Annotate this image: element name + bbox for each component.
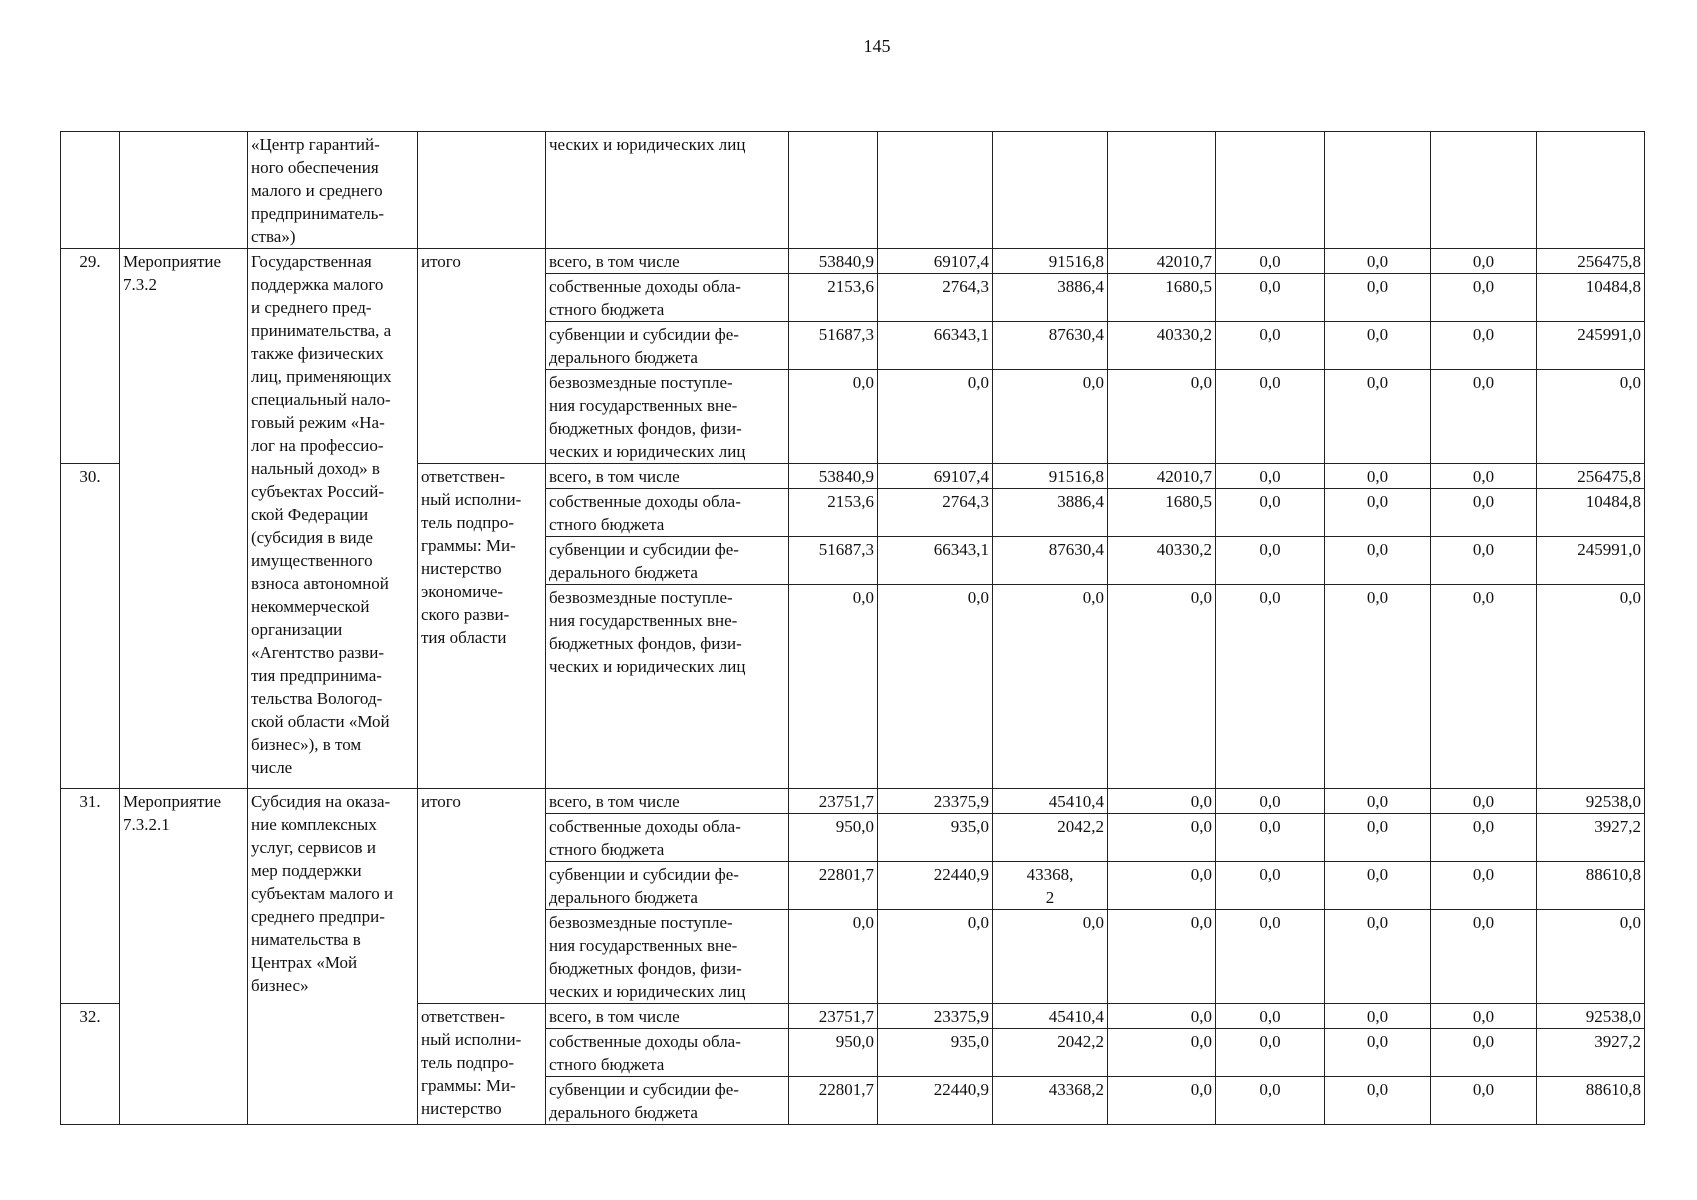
value-cell: 0,0 <box>1216 489 1325 537</box>
value-cell: 2042,2 <box>993 814 1108 862</box>
value-cell <box>1431 132 1537 249</box>
executor-cell: итого <box>418 249 546 464</box>
value-cell: 3886,4 <box>993 274 1108 322</box>
value-cell: 0,0 <box>1216 274 1325 322</box>
value-cell: 22801,7 <box>789 1077 878 1125</box>
value-cell: 92538,0 <box>1537 789 1645 814</box>
row-number-cell <box>61 132 120 249</box>
value-cell: 92538,0 <box>1537 1004 1645 1029</box>
value-cell: 0,0 <box>1108 789 1216 814</box>
value-cell: 0,0 <box>1216 862 1325 910</box>
funding-source-cell: всего, в том числе <box>546 1004 789 1029</box>
value-cell: 0,0 <box>1431 464 1537 489</box>
value-cell: 935,0 <box>878 1029 993 1077</box>
value-cell: 0,0 <box>789 370 878 464</box>
value-cell: 0,0 <box>1431 814 1537 862</box>
value-cell: 0,0 <box>1216 1077 1325 1125</box>
value-cell: 0,0 <box>878 910 993 1004</box>
value-cell: 0,0 <box>1216 814 1325 862</box>
value-cell: 2764,3 <box>878 489 993 537</box>
value-cell: 45410,4 <box>993 1004 1108 1029</box>
value-cell: 66343,1 <box>878 322 993 370</box>
value-cell: 0,0 <box>1325 862 1431 910</box>
value-cell: 23751,7 <box>789 1004 878 1029</box>
value-cell: 0,0 <box>1108 910 1216 1004</box>
value-cell: 0,0 <box>993 910 1108 1004</box>
value-cell: 91516,8 <box>993 249 1108 274</box>
value-cell: 0,0 <box>789 585 878 789</box>
value-cell: 0,0 <box>993 370 1108 464</box>
value-cell <box>1325 132 1431 249</box>
value-cell: 22801,7 <box>789 862 878 910</box>
value-cell: 23751,7 <box>789 789 878 814</box>
value-cell: 0,0 <box>1537 585 1645 789</box>
funding-source-cell: собственные доходы обла- стного бюджета <box>546 814 789 862</box>
table-body <box>61 132 1645 1125</box>
value-cell: 2042,2 <box>993 1029 1108 1077</box>
funding-source-cell: всего, в том числе <box>546 464 789 489</box>
value-cell: 0,0 <box>1431 789 1537 814</box>
value-cell: 42010,7 <box>1108 249 1216 274</box>
page-number: 145 <box>863 36 891 56</box>
value-cell: 0,0 <box>1216 322 1325 370</box>
value-cell: 0,0 <box>1431 1077 1537 1125</box>
value-cell: 0,0 <box>1431 249 1537 274</box>
value-cell: 0,0 <box>1325 1004 1431 1029</box>
value-cell: 2764,3 <box>878 274 993 322</box>
value-cell: 0,0 <box>1216 1029 1325 1077</box>
value-cell: 0,0 <box>1108 585 1216 789</box>
value-cell: 40330,2 <box>1108 322 1216 370</box>
value-cell <box>789 132 878 249</box>
value-cell <box>1216 132 1325 249</box>
value-cell: 0,0 <box>1325 789 1431 814</box>
value-cell: 0,0 <box>1108 1077 1216 1125</box>
value-cell: 0,0 <box>1216 464 1325 489</box>
funding-source-cell: собственные доходы обла- стного бюджета <box>546 489 789 537</box>
funding-source-cell: всего, в том числе <box>546 789 789 814</box>
value-cell: 245991,0 <box>1537 537 1645 585</box>
value-cell: 0,0 <box>1325 274 1431 322</box>
value-cell: 950,0 <box>789 1029 878 1077</box>
event-name-cell: «Центр гарантий- ного обеспечения малого и среднего предприниматель- ства») <box>248 132 418 249</box>
funding-source-cell: субвенции и субсидии фе- дерального бюджета <box>546 537 789 585</box>
table-row <box>61 249 1645 274</box>
value-cell: 0,0 <box>1431 910 1537 1004</box>
value-cell: 0,0 <box>878 585 993 789</box>
value-cell: 53840,9 <box>789 249 878 274</box>
value-cell: 0,0 <box>1431 322 1537 370</box>
value-cell: 0,0 <box>1108 862 1216 910</box>
value-cell: 22440,9 <box>878 1077 993 1125</box>
value-cell: 10484,8 <box>1537 274 1645 322</box>
value-cell: 87630,4 <box>993 537 1108 585</box>
row-number-cell: 29. <box>61 249 120 464</box>
value-cell: 3927,2 <box>1537 1029 1645 1077</box>
value-cell: 950,0 <box>789 814 878 862</box>
funding-source-cell: субвенции и субсидии фе- дерального бюджета <box>546 322 789 370</box>
value-cell: 0,0 <box>1431 862 1537 910</box>
table-row <box>61 132 1645 249</box>
value-cell: 69107,4 <box>878 464 993 489</box>
value-cell <box>1108 132 1216 249</box>
value-cell: 0,0 <box>1431 489 1537 537</box>
value-cell: 0,0 <box>1325 249 1431 274</box>
value-cell: 0,0 <box>1216 585 1325 789</box>
value-cell: 0,0 <box>1325 585 1431 789</box>
value-cell: 0,0 <box>1431 1029 1537 1077</box>
value-cell: 0,0 <box>1431 274 1537 322</box>
executor-cell: ответствен- ный исполни- тель подпро- граммы: Ми- нистерство <box>418 1004 546 1125</box>
value-cell: 0,0 <box>1216 1004 1325 1029</box>
value-cell: 0,0 <box>1216 370 1325 464</box>
value-cell: 935,0 <box>878 814 993 862</box>
value-cell: 3886,4 <box>993 489 1108 537</box>
value-cell: 23375,9 <box>878 789 993 814</box>
value-cell: 0,0 <box>1216 789 1325 814</box>
value-cell: 3927,2 <box>1537 814 1645 862</box>
value-cell: 0,0 <box>1108 1029 1216 1077</box>
value-cell: 87630,4 <box>993 322 1108 370</box>
funding-source-cell: собственные доходы обла- стного бюджета <box>546 274 789 322</box>
row-number-cell: 31. <box>61 789 120 1004</box>
value-cell: 22440,9 <box>878 862 993 910</box>
value-cell <box>993 132 1108 249</box>
value-cell: 0,0 <box>1325 489 1431 537</box>
value-cell: 51687,3 <box>789 322 878 370</box>
event-label-cell: Мероприятие 7.3.2.1 <box>120 789 248 1125</box>
value-cell: 45410,4 <box>993 789 1108 814</box>
event-name-cell: Государственная поддержка малого и среднего пред- принимательства, а также физических лиц, применяющих специальный нало- говый режим «На- лог на профессио- нальный доход» в субъектах Россий- ской Федерации (субсидия в виде имущественного взноса автономной некоммерческой организации «Агентство разви- тия предпринима- тельства Вологод- ской области «Мой бизнес»), в том числе <box>248 249 418 789</box>
value-cell: 53840,9 <box>789 464 878 489</box>
value-cell: 91516,8 <box>993 464 1108 489</box>
value-cell: 0,0 <box>993 585 1108 789</box>
value-cell: 0,0 <box>1431 1004 1537 1029</box>
value-cell: 42010,7 <box>1108 464 1216 489</box>
value-cell: 0,0 <box>1325 537 1431 585</box>
executor-cell: итого <box>418 789 546 1004</box>
value-cell: 43368, 2 <box>993 862 1108 910</box>
funding-source-cell: безвозмездные поступле- ния государственных вне- бюджетных фондов, физи- ческих и юридических лиц <box>546 910 789 1004</box>
value-cell: 0,0 <box>1216 249 1325 274</box>
value-cell: 0,0 <box>1325 322 1431 370</box>
value-cell: 40330,2 <box>1108 537 1216 585</box>
event-label-cell <box>120 132 248 249</box>
value-cell: 0,0 <box>1325 370 1431 464</box>
value-cell: 0,0 <box>878 370 993 464</box>
event-label-cell: Мероприятие 7.3.2 <box>120 249 248 789</box>
executor-cell: ответствен- ный исполни- тель подпро- граммы: Ми- нистерство экономиче- ского разви- тия области <box>418 464 546 789</box>
value-cell: 69107,4 <box>878 249 993 274</box>
value-cell: 0,0 <box>1431 585 1537 789</box>
funding-source-cell: ческих и юридических лиц <box>546 132 789 249</box>
executor-cell <box>418 132 546 249</box>
table-row <box>61 789 1645 814</box>
value-cell: 88610,8 <box>1537 862 1645 910</box>
value-cell: 51687,3 <box>789 537 878 585</box>
value-cell: 0,0 <box>1325 1077 1431 1125</box>
funding-source-cell: безвозмездные поступле- ния государственных вне- бюджетных фондов, физи- ческих и юридических лиц <box>546 585 789 789</box>
value-cell: 256475,8 <box>1537 249 1645 274</box>
value-cell: 10484,8 <box>1537 489 1645 537</box>
value-cell: 0,0 <box>1431 537 1537 585</box>
event-name-cell: Субсидия на оказа- ние комплексных услуг, сервисов и мер поддержки субъектам малого и среднего предпри- нимательства в Центрах «Мой бизнес» <box>248 789 418 1125</box>
row-number-cell: 30. <box>61 464 120 789</box>
value-cell: 0,0 <box>1108 1004 1216 1029</box>
value-cell: 0,0 <box>1537 370 1645 464</box>
value-cell: 1680,5 <box>1108 489 1216 537</box>
value-cell: 0,0 <box>1325 814 1431 862</box>
value-cell: 1680,5 <box>1108 274 1216 322</box>
value-cell <box>1537 132 1645 249</box>
value-cell: 0,0 <box>1537 910 1645 1004</box>
value-cell: 0,0 <box>1431 370 1537 464</box>
funding-source-cell: собственные доходы обла- стного бюджета <box>546 1029 789 1077</box>
value-cell: 0,0 <box>789 910 878 1004</box>
funding-source-cell: всего, в том числе <box>546 249 789 274</box>
value-cell: 0,0 <box>1108 814 1216 862</box>
value-cell: 0,0 <box>1216 910 1325 1004</box>
value-cell: 0,0 <box>1325 1029 1431 1077</box>
value-cell: 23375,9 <box>878 1004 993 1029</box>
value-cell: 0,0 <box>1325 910 1431 1004</box>
value-cell: 43368,2 <box>993 1077 1108 1125</box>
value-cell: 0,0 <box>1108 370 1216 464</box>
value-cell: 256475,8 <box>1537 464 1645 489</box>
value-cell: 245991,0 <box>1537 322 1645 370</box>
row-number-cell: 32. <box>61 1004 120 1125</box>
funding-source-cell: субвенции и субсидии фе- дерального бюджета <box>546 1077 789 1125</box>
budget-table <box>60 131 1645 1125</box>
value-cell: 2153,6 <box>789 489 878 537</box>
value-cell: 88610,8 <box>1537 1077 1645 1125</box>
funding-source-cell: безвозмездные поступле- ния государственных вне- бюджетных фондов, физи- ческих и юридических лиц <box>546 370 789 464</box>
funding-source-cell: субвенции и субсидии фе- дерального бюджета <box>546 862 789 910</box>
value-cell: 2153,6 <box>789 274 878 322</box>
value-cell: 0,0 <box>1216 537 1325 585</box>
value-cell: 66343,1 <box>878 537 993 585</box>
value-cell <box>878 132 993 249</box>
value-cell: 0,0 <box>1325 464 1431 489</box>
